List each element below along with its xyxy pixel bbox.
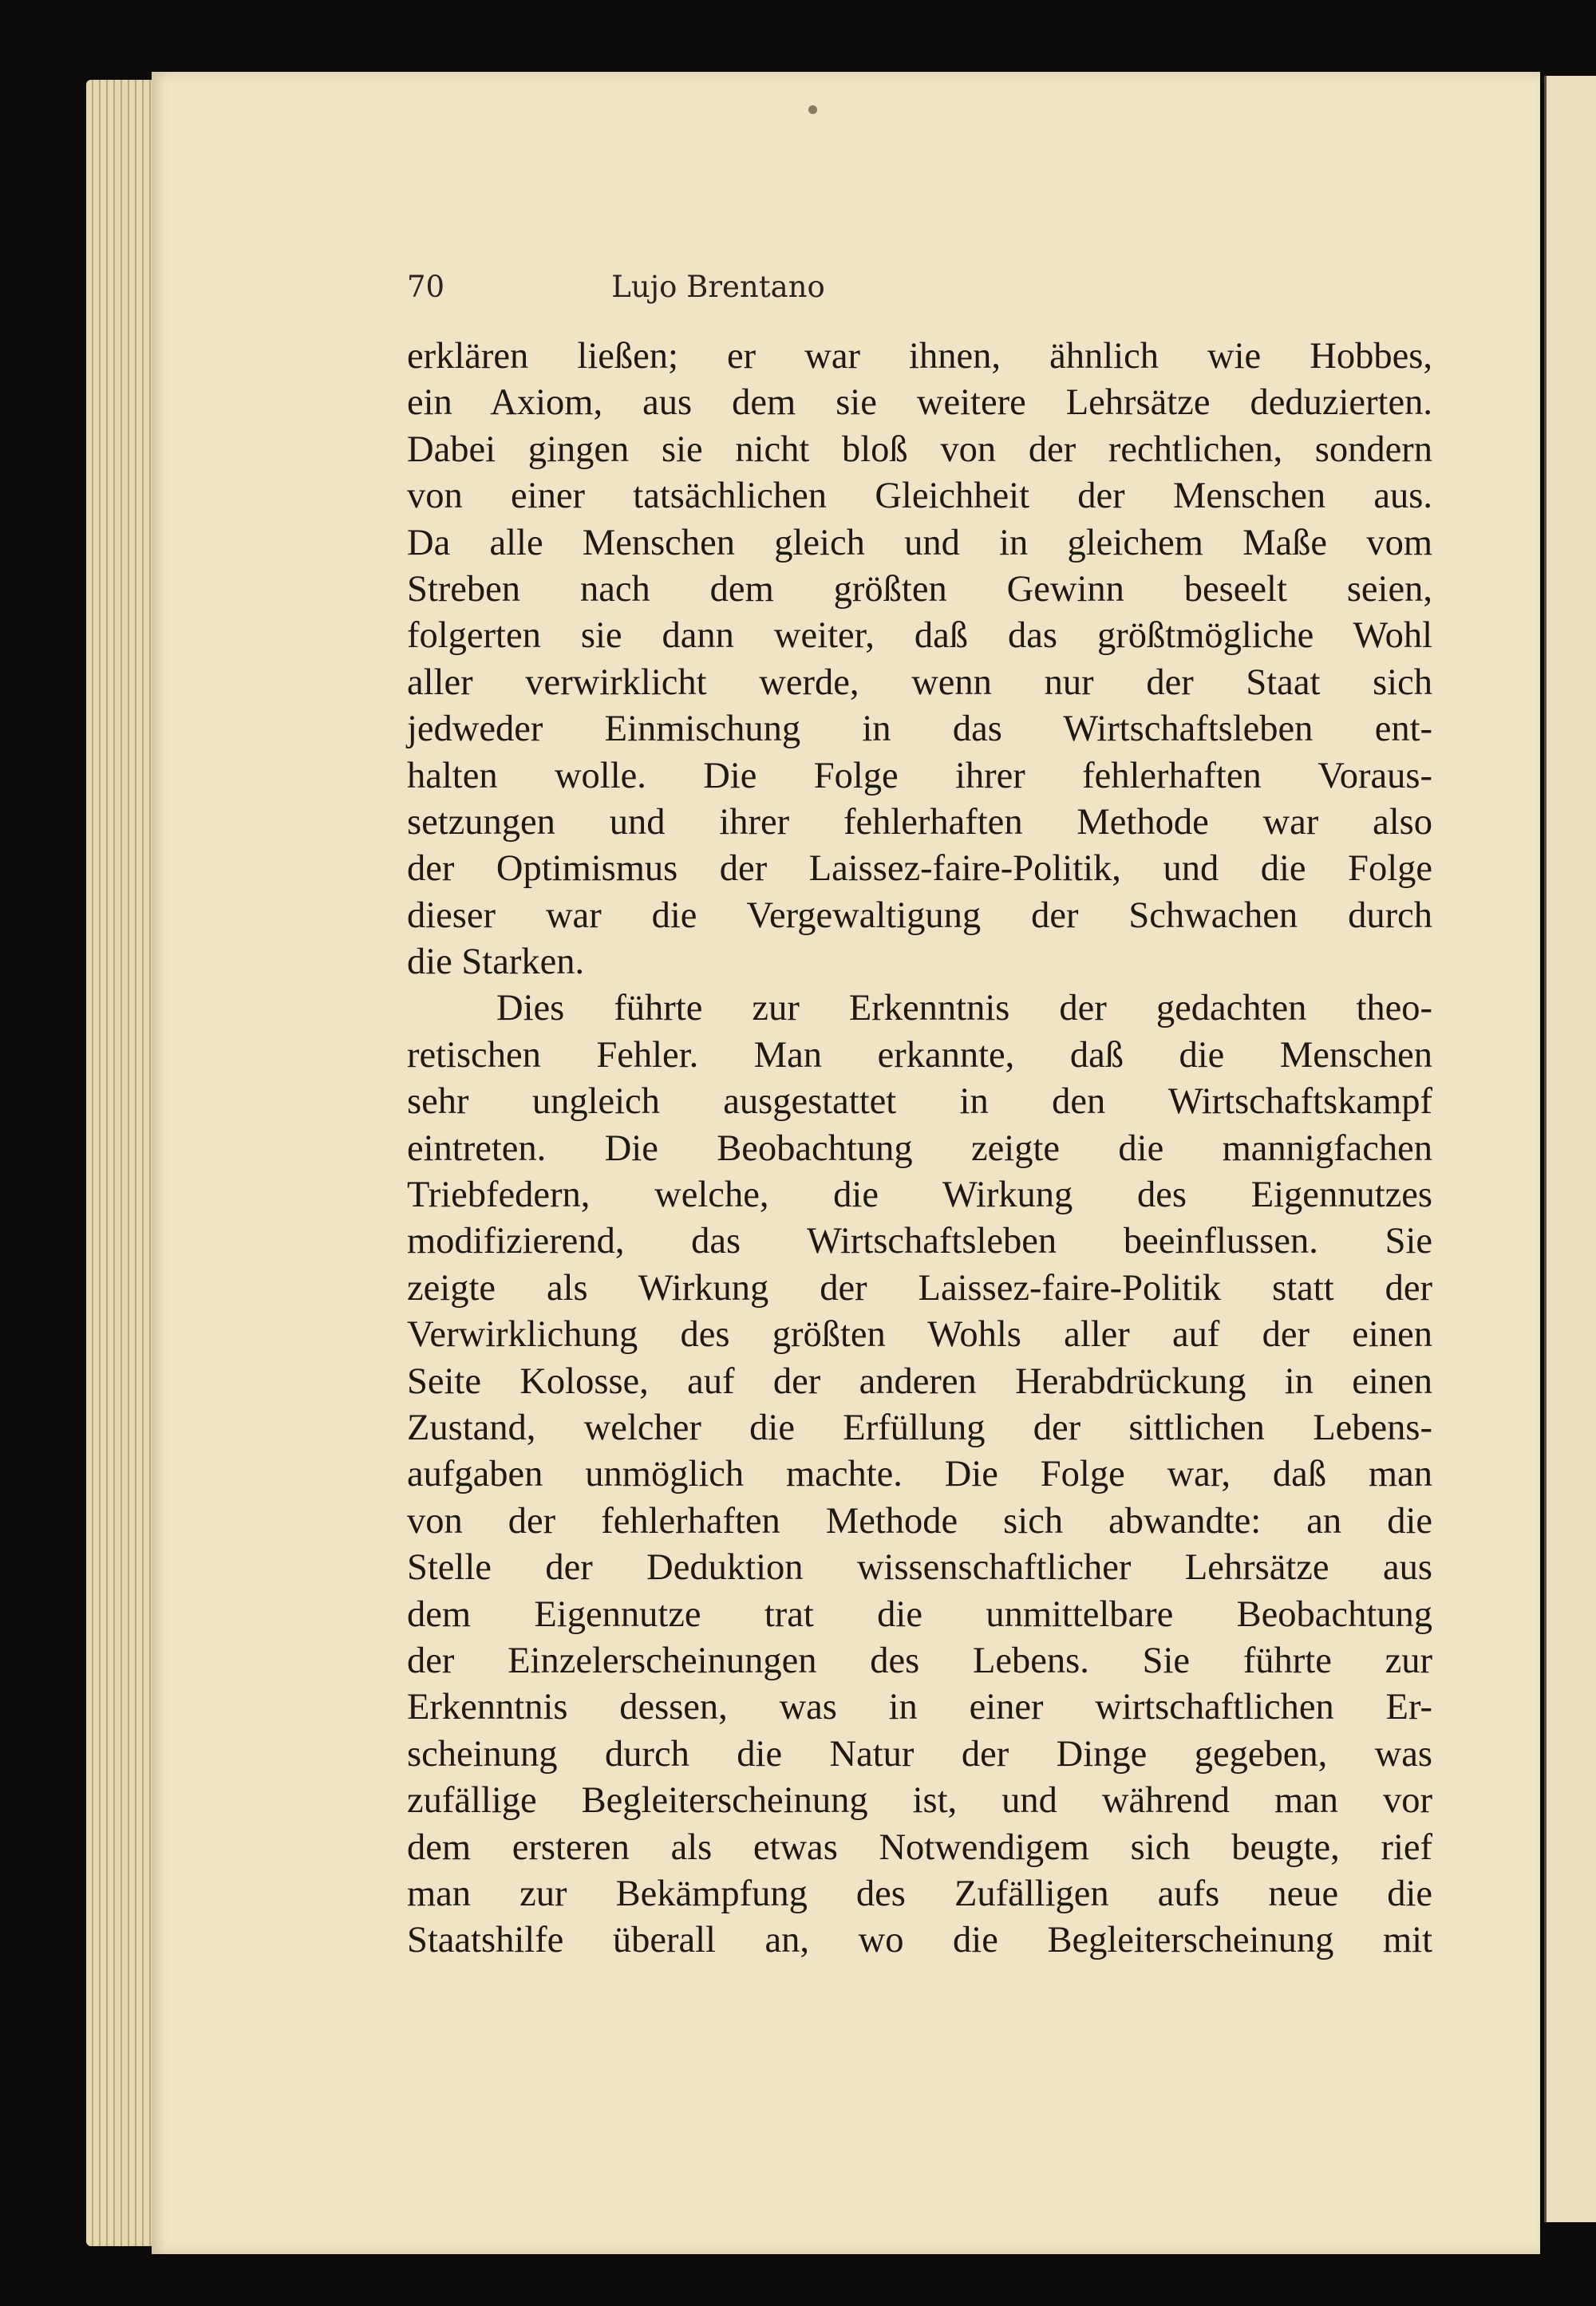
text-line: man zur Bekämpfung des Zufälligen aufs neue die xyxy=(407,1873,1432,1914)
text-line: Triebfedern, welche, die Wirkung des Eigennutzes xyxy=(407,1175,1432,1216)
text-line: zufällige Begleiterscheinung ist, und während man vor xyxy=(407,1780,1432,1822)
paper-speck xyxy=(808,105,817,114)
next-page-edge xyxy=(1544,76,1596,2222)
page-header xyxy=(407,270,1029,318)
text-line: Verwirklichung des größten Wohls aller auf der einen xyxy=(407,1314,1432,1356)
text-line: retischen Fehler. Man erkannte, daß die Menschen xyxy=(407,1034,1432,1076)
text-line: sehr ungleich ausgestattet in den Wirtschaftskampf xyxy=(407,1081,1432,1123)
text-line: Stelle der Deduktion wissenschaftlicher Lehrsätze aus xyxy=(407,1547,1432,1589)
page-number: 70 xyxy=(407,270,445,304)
text-line: Da alle Menschen gleich und in gleichem Maße vom xyxy=(407,522,1432,563)
text-line: Streben nach dem größten Gewinn beseelt seien, xyxy=(407,568,1432,610)
text-line: Erkenntnis dessen, was in einer wirtschaftlichen Er- xyxy=(407,1687,1432,1728)
text-line: zeigte als Wirkung der Laissez-faire-Politik statt der xyxy=(407,1267,1432,1309)
text-line: scheinung durch die Natur der Dinge gegeben, was xyxy=(407,1733,1432,1775)
text-line: eintreten. Die Beobachtung zeigte die mannigfachen xyxy=(407,1127,1432,1169)
text-line: modifizierend, das Wirtschaftsleben beeinflussen. Sie xyxy=(407,1221,1432,1262)
text-line: dem ersteren als etwas Notwendigem sich beugte, rief xyxy=(407,1826,1432,1868)
text-line: aller verwirklicht werde, wenn nur der Staat sich xyxy=(407,661,1432,703)
text-line: aufgaben unmöglich machte. Die Folge war, daß man xyxy=(407,1454,1432,1495)
text-line: setzungen und ihrer fehlerhaften Methode war also xyxy=(407,801,1432,843)
text-line: Dabei gingen sie nicht bloß von der rechtlichen, sondern xyxy=(407,428,1432,470)
text-line: halten wolle. Die Folge ihrer fehlerhaften Voraus- xyxy=(407,755,1432,796)
text-line: der Einzelerscheinungen des Lebens. Sie führte zur xyxy=(407,1640,1432,1681)
text-line: jedweder Einmischung in das Wirtschaftsleben ent- xyxy=(407,709,1432,750)
running-head: Lujo Brentano xyxy=(611,270,825,304)
body-text xyxy=(407,334,1432,1964)
text-line: ein Axiom, aus dem sie weitere Lehrsätze deduzierten. xyxy=(407,382,1432,424)
text-line: dem Eigennutze trat die unmittelbare Beobachtung xyxy=(407,1593,1432,1635)
text-line: Seite Kolosse, auf der anderen Herabdrückung in einen xyxy=(407,1360,1432,1402)
text-line: Staatshilfe überall an, wo die Begleiterscheinung mit xyxy=(407,1920,1432,1961)
text-line: folgerten sie dann weiter, daß das größtmögliche Wohl xyxy=(407,615,1432,657)
paragraph-end-line: die Starken. xyxy=(407,942,585,983)
text-line: von einer tatsächlichen Gleichheit der Menschen aus. xyxy=(407,476,1432,517)
text-line: von der fehlerhaften Methode sich abwandte: an die xyxy=(407,1500,1432,1542)
text-line: Zustand, welcher die Erfüllung der sittlichen Lebens- xyxy=(407,1407,1432,1448)
paragraph-first-line: Dies führte zur Erkenntnis der gedachten theo- xyxy=(496,988,1432,1029)
text-line: der Optimismus der Laissez-faire-Politik, und die Folge xyxy=(407,848,1432,890)
text-line: dieser war die Vergewaltigung der Schwachen durch xyxy=(407,894,1432,936)
text-line: erklären ließen; er war ihnen, ähnlich wie Hobbes, xyxy=(407,336,1432,377)
